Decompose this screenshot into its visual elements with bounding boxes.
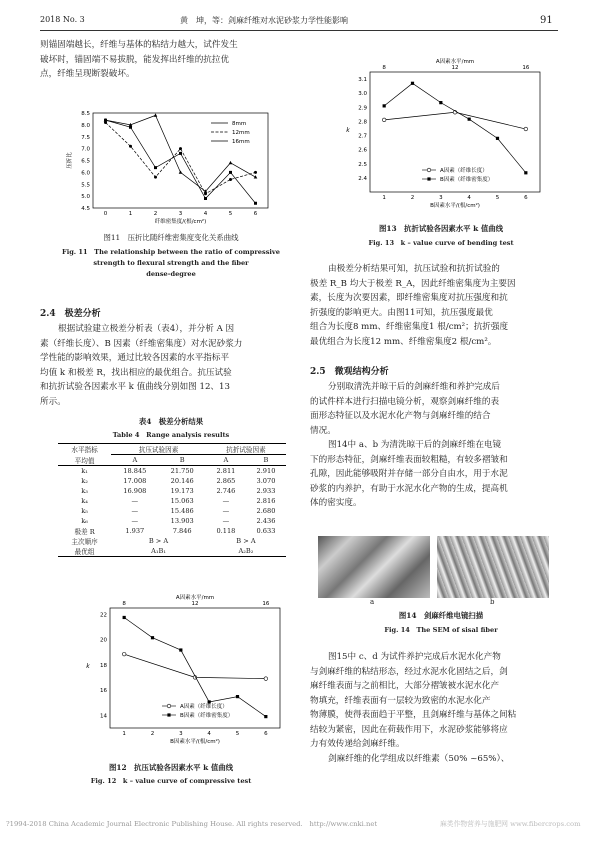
table-cell: 2.680 bbox=[256, 507, 276, 515]
text-line: 图15中 c、d 为试件养护完成后水泥水化产物 bbox=[328, 652, 501, 662]
table-header: B bbox=[263, 456, 269, 464]
text-line: 最优组合为长度12 mm、纤维密集度2 根/cm²。 bbox=[310, 336, 497, 347]
legend-label: 16mm bbox=[232, 139, 250, 145]
text-line: 孔隙，因此能够吸附并存储一部分自由水，用于水泥 bbox=[310, 469, 508, 479]
table-cell: B > A bbox=[148, 537, 169, 545]
data-point bbox=[179, 147, 182, 150]
y-tick-label: 2.8 bbox=[358, 119, 367, 126]
figure-13-chart bbox=[340, 58, 550, 216]
table-cell: — bbox=[131, 507, 139, 515]
y-tick-label: 2.9 bbox=[358, 105, 367, 112]
y-tick-label: 7.0 bbox=[81, 146, 90, 153]
data-point bbox=[496, 137, 499, 140]
data-point bbox=[254, 202, 257, 205]
series-line bbox=[124, 617, 266, 716]
data-point bbox=[468, 118, 471, 121]
text-line: 下的形态特征，剑麻纤维表面较粗糙，有较多褶皱和 bbox=[310, 454, 508, 465]
y-tick-label: 6.5 bbox=[81, 158, 90, 165]
table-cell: — bbox=[222, 517, 230, 525]
y-tick-label: 5.5 bbox=[81, 182, 90, 189]
legend-label: A因素（纤维长度） bbox=[180, 704, 228, 710]
legend-marker bbox=[427, 177, 430, 180]
table-header: B bbox=[179, 456, 185, 464]
text-line: 根据试验建立极差分析表（表4），并分析 A 因 bbox=[58, 324, 235, 334]
text-line: 砂浆的内养护，有助于水泥水化产物的生成，提高机 bbox=[310, 483, 508, 494]
plot-frame bbox=[93, 113, 268, 208]
x-tick-label: 3 bbox=[439, 195, 443, 201]
x-axis-label: B因素水平/(根/cm²) bbox=[430, 203, 480, 209]
x-tick-label: 6 bbox=[253, 211, 258, 217]
text-line: 素，长度为次要因素，即纤维密集度对抗压强度和抗 bbox=[310, 293, 508, 303]
section-2-4-title: 2.4 极差分析 bbox=[40, 309, 101, 319]
data-point bbox=[154, 113, 158, 116]
text-line: 则锚固端越长，纤维与基体的粘结力越大，试件发生 bbox=[40, 40, 238, 50]
data-point bbox=[204, 197, 207, 200]
text-line: 力有效传递给剑麻纤维。 bbox=[310, 739, 405, 749]
text-line: 的试件样本进行扫描电镜分析，观察剑麻纤维的表 bbox=[310, 396, 500, 407]
top-tick-label: 16 bbox=[522, 65, 530, 71]
table-cell: A₂B₂ bbox=[238, 547, 254, 555]
table-cell: 15.063 bbox=[170, 497, 194, 505]
x-tick-label: 3 bbox=[178, 211, 183, 217]
text-line: 和抗折试验各因素水平 k 值曲线分别如图 12、13 bbox=[40, 382, 230, 392]
table-cell: B > A bbox=[236, 537, 256, 545]
section-2-4-body bbox=[40, 322, 300, 409]
table-cell: — bbox=[222, 497, 230, 505]
table-row bbox=[58, 476, 286, 486]
text-line: 物填充，纤维表面有一层较为致密的水泥水化产 bbox=[310, 695, 491, 706]
top-tick-label: 12 bbox=[191, 601, 199, 607]
series-line bbox=[384, 112, 526, 129]
table-cell: 最优组 bbox=[74, 548, 95, 556]
table-cell: 2.816 bbox=[256, 497, 276, 505]
x-tick-label: 4 bbox=[467, 195, 471, 201]
figure-12-chart bbox=[80, 594, 290, 756]
x-axis-label: B因素水平/(根/cm²) bbox=[170, 739, 220, 745]
legend-label: 12mm bbox=[232, 130, 250, 136]
top-tick-label: 8 bbox=[122, 601, 126, 607]
data-point bbox=[179, 170, 183, 173]
y-tick-label: 5.0 bbox=[81, 194, 90, 201]
y-tick-label: 18 bbox=[100, 662, 107, 669]
text-line: 素（纤维长度）、B 因素（纤维密集度）对水泥砂浆力 bbox=[40, 338, 243, 349]
data-point bbox=[122, 652, 126, 656]
figure-14-caption: 图14 剑麻纤维电镜扫描 bbox=[398, 611, 484, 620]
table-cell: — bbox=[131, 517, 139, 525]
y-tick-label: 2.4 bbox=[358, 175, 367, 182]
y-tick-label: 2.5 bbox=[358, 161, 367, 168]
legend-marker bbox=[167, 704, 171, 708]
y-axis-label: k bbox=[86, 663, 90, 670]
data-point bbox=[264, 715, 267, 718]
text-line: 学性能的影响效果，通过比较各因素的水平指标平 bbox=[40, 353, 230, 363]
legend-label: A因素（纤维长度） bbox=[440, 168, 488, 174]
table-cell: k₂ bbox=[81, 477, 88, 485]
table-cell: — bbox=[131, 497, 139, 505]
running-header-title: 黄 坤，等：剑麻纤维对水泥砂浆力学性能影响 bbox=[180, 16, 348, 25]
running-header-issue: 2018 No. 3 bbox=[40, 15, 85, 24]
text-line: 体的密实度。 bbox=[310, 498, 362, 508]
series-line bbox=[124, 654, 266, 678]
sem-analysis-paragraph bbox=[310, 650, 560, 766]
table-cell: 16.908 bbox=[123, 487, 147, 495]
figure-11-chart bbox=[65, 108, 285, 228]
table-cell: — bbox=[222, 507, 230, 515]
table-cell: 3.070 bbox=[256, 477, 276, 485]
table-row bbox=[58, 486, 286, 496]
data-point bbox=[229, 171, 232, 174]
y-axis-label: 压折比 bbox=[67, 152, 73, 169]
table-cell: 2.933 bbox=[256, 487, 276, 495]
top-tick-label: 12 bbox=[451, 65, 459, 71]
table-row bbox=[58, 526, 286, 536]
legend-marker bbox=[427, 168, 431, 172]
table-cell: k₃ bbox=[81, 487, 88, 495]
table-header: 水平指标 bbox=[71, 446, 98, 455]
sem-image-b bbox=[437, 536, 549, 598]
table-cell: 20.146 bbox=[170, 477, 194, 485]
text-line: 物薄膜，使得表面趋于平整，且剑麻纤维与基体之间粘 bbox=[310, 710, 517, 720]
x-tick-label: 6 bbox=[264, 731, 268, 737]
table-header: A bbox=[132, 456, 138, 464]
table-row bbox=[58, 506, 286, 516]
table-header: 抗压试验因素 bbox=[111, 444, 206, 455]
figure-11-caption: 图11 压折比随纤维密集度变化关系曲线 bbox=[103, 233, 239, 242]
x-tick-label: 3 bbox=[179, 731, 183, 737]
text-line: 情况。 bbox=[310, 425, 336, 436]
x-tick-label: 2 bbox=[153, 211, 158, 217]
text-line: 分别取清洗并晾干后的剑麻纤维和养护完成后 bbox=[328, 382, 500, 392]
caption-line: dense-degree bbox=[146, 270, 196, 278]
table-header: 抗折试验因素 bbox=[206, 444, 286, 455]
y-axis-label: k bbox=[346, 127, 350, 134]
y-tick-label: 16 bbox=[100, 688, 107, 695]
text-line: 均值 k 和极差 R，找出相应的最优组合。抗压试验 bbox=[40, 367, 232, 378]
table-cell: 2.910 bbox=[256, 467, 276, 475]
left-intro-paragraph bbox=[40, 38, 300, 82]
series-line bbox=[384, 83, 526, 173]
top-axis-label: A因素水平/mm bbox=[435, 59, 475, 65]
table-row bbox=[58, 516, 286, 526]
table-cell: 1.937 bbox=[125, 527, 145, 535]
sem-image-a bbox=[318, 536, 430, 598]
legend-label: 8mm bbox=[232, 121, 247, 127]
table-cell: 0.118 bbox=[216, 527, 236, 535]
y-tick-label: 4.5 bbox=[81, 206, 90, 212]
data-point bbox=[123, 616, 126, 619]
data-point bbox=[236, 695, 239, 698]
copyright-footer: ?1994-2018 China Academic Journal Electronic Publishing House. All rights reserved. http://www.cnki.net bbox=[6, 820, 378, 828]
table-row bbox=[58, 496, 286, 506]
header-rule bbox=[40, 30, 558, 31]
table-cell: 主次顺序 bbox=[71, 538, 98, 546]
data-point bbox=[524, 127, 528, 131]
table-cell: k₆ bbox=[81, 517, 88, 525]
text-line: 所示。 bbox=[40, 396, 66, 407]
x-tick-label: 4 bbox=[203, 211, 208, 217]
figure-11-caption-en bbox=[40, 247, 302, 280]
data-point bbox=[264, 677, 268, 681]
watermark: 麻类作物营养与施肥网 www.fibercrops.com bbox=[440, 820, 581, 828]
legend-label: B因素（纤维密集度） bbox=[440, 177, 494, 183]
text-line: 结较为紧密，因此在荷载作用下，水泥砂浆能够将应 bbox=[310, 724, 508, 735]
x-tick-label: 5 bbox=[235, 731, 240, 737]
text-line: 面形态特征以及水泥水化产物与剑麻纤维的结合 bbox=[310, 411, 491, 421]
table-cell: 18.845 bbox=[123, 467, 147, 475]
sem-label-a: a bbox=[370, 598, 375, 606]
range-analysis-table bbox=[58, 443, 286, 557]
text-line: 剑麻纤维的化学组成以纤维素（50% ~65%）、 bbox=[328, 753, 510, 764]
table-cell: k₁ bbox=[81, 467, 88, 475]
x-tick-label: 4 bbox=[207, 731, 211, 737]
table-cell: 2.865 bbox=[216, 477, 236, 485]
y-tick-label: 20 bbox=[100, 637, 107, 644]
range-result-paragraph bbox=[310, 262, 560, 349]
text-line: 麻纤维表面与之前相比，大部分褶皱被水泥水化产 bbox=[310, 681, 500, 691]
table-header: A bbox=[223, 456, 229, 464]
table-4-title: 表4 极差分析结果 bbox=[138, 417, 204, 426]
table-cell: k₄ bbox=[81, 497, 88, 505]
text-line: 组合为长度8 mm、纤维密集度1 根/cm²；抗折强度 bbox=[310, 322, 509, 332]
data-point bbox=[382, 118, 386, 122]
legend-label: B因素（纤维密集度） bbox=[180, 713, 234, 719]
text-line: 由极差分析结果可知，抗压试验和抗折试验的 bbox=[328, 264, 500, 274]
table-cell: 19.173 bbox=[170, 487, 194, 495]
x-tick-label: 1 bbox=[128, 211, 133, 217]
table-row bbox=[58, 466, 286, 477]
table-4-title-en: Table 4 Range analysis results bbox=[112, 431, 230, 439]
table-cell: 15.486 bbox=[170, 507, 194, 515]
top-axis-label: A因素水平/mm bbox=[175, 595, 215, 601]
data-point bbox=[383, 104, 386, 107]
table-row bbox=[58, 536, 286, 546]
legend-marker bbox=[167, 713, 170, 716]
plot-frame bbox=[370, 72, 540, 192]
text-line: 折强度的影响更大。由图11可知，抗压强度最优 bbox=[310, 307, 493, 318]
y-tick-label: 2.7 bbox=[358, 133, 367, 140]
x-tick-label: 1 bbox=[122, 731, 126, 737]
y-tick-label: 2.6 bbox=[358, 147, 367, 154]
x-tick-label: 6 bbox=[524, 195, 528, 201]
text-line: 与剑麻纤维的粘结形态，经过水泥水化固结之后，剑 bbox=[310, 666, 508, 677]
top-tick-label: 8 bbox=[382, 65, 386, 71]
data-point bbox=[151, 636, 154, 639]
table-cell: 13.903 bbox=[170, 517, 194, 525]
top-tick-label: 16 bbox=[262, 601, 270, 607]
figure-12-caption-en: Fig. 12 k – value curve of compressive test bbox=[90, 777, 252, 785]
data-point bbox=[154, 166, 157, 169]
data-point bbox=[129, 145, 132, 148]
data-point bbox=[524, 171, 527, 174]
data-point bbox=[179, 152, 182, 155]
x-tick-label: 2 bbox=[150, 731, 155, 737]
table-cell: 17.008 bbox=[123, 477, 147, 485]
x-tick-label: 5 bbox=[495, 195, 500, 201]
table-cell: 7.846 bbox=[172, 527, 192, 535]
x-tick-label: 5 bbox=[228, 211, 233, 217]
section-2-5-title: 2.5 微观结构分析 bbox=[310, 367, 389, 377]
y-tick-label: 8.5 bbox=[81, 111, 90, 117]
figure-12-caption: 图12 抗压试验各因素水平 k 值曲线 bbox=[108, 763, 234, 772]
x-axis-label: 纤维密集度/(根/cm²) bbox=[154, 219, 207, 225]
data-point bbox=[179, 648, 182, 651]
table-cell: A₁B₁ bbox=[151, 547, 166, 555]
y-tick-label: 22 bbox=[100, 612, 107, 619]
text-line: 点，纤维呈现断裂破坏。 bbox=[40, 69, 135, 79]
text-line: 破坏时，锚固端不易拔脱，能发挥出纤维的抗拉优 bbox=[40, 54, 230, 65]
data-point bbox=[154, 176, 157, 179]
figure-14-caption-en: Fig. 14 The SEM of sisal fiber bbox=[384, 626, 498, 634]
table-cell: 2.746 bbox=[216, 487, 236, 495]
figure-13-caption: 图13 抗折试验各因素水平 k 值曲线 bbox=[378, 224, 504, 233]
data-point bbox=[411, 82, 414, 85]
table-header: 平均值 bbox=[74, 456, 95, 465]
x-tick-label: 1 bbox=[382, 195, 386, 201]
y-tick-label: 8.0 bbox=[81, 122, 90, 129]
x-tick-label: 0 bbox=[103, 211, 108, 217]
data-point bbox=[254, 171, 257, 174]
page-number: 91 bbox=[540, 15, 553, 26]
table-cell: 0.633 bbox=[256, 527, 276, 535]
y-tick-label: 3.0 bbox=[358, 91, 367, 98]
table-row bbox=[58, 546, 286, 557]
table-cell: 2.436 bbox=[256, 517, 276, 525]
y-tick-label: 3.1 bbox=[358, 77, 367, 84]
table-cell: 极差 R bbox=[74, 528, 95, 536]
table-cell: 2.811 bbox=[216, 467, 236, 475]
y-tick-label: 7.5 bbox=[81, 134, 90, 141]
caption-line: strength to flexural strength and the fiber bbox=[93, 259, 249, 267]
y-tick-label: 6.0 bbox=[81, 170, 90, 177]
figure-13-caption-en: Fig. 13 k – value curve of bending test bbox=[368, 239, 514, 247]
section-2-5-body bbox=[310, 380, 560, 511]
caption-line: Fig. 11 The relationship between the ratio of compressive bbox=[62, 248, 280, 256]
sem-label-b: b bbox=[490, 598, 495, 606]
table-cell: k₅ bbox=[81, 507, 88, 515]
x-tick-label: 2 bbox=[410, 195, 415, 201]
text-line: 图14中 a、b 为清洗晾干后的剑麻纤维在电镜 bbox=[328, 440, 502, 450]
data-point bbox=[254, 175, 258, 178]
text-line: 极差 R_B 均大于极差 R_A，因此纤维密集度为主要因 bbox=[310, 278, 516, 289]
data-point bbox=[229, 161, 233, 164]
y-tick-label: 14 bbox=[100, 713, 107, 720]
table-cell: 21.750 bbox=[170, 467, 194, 475]
data-point bbox=[439, 101, 442, 104]
data-point bbox=[229, 178, 232, 181]
